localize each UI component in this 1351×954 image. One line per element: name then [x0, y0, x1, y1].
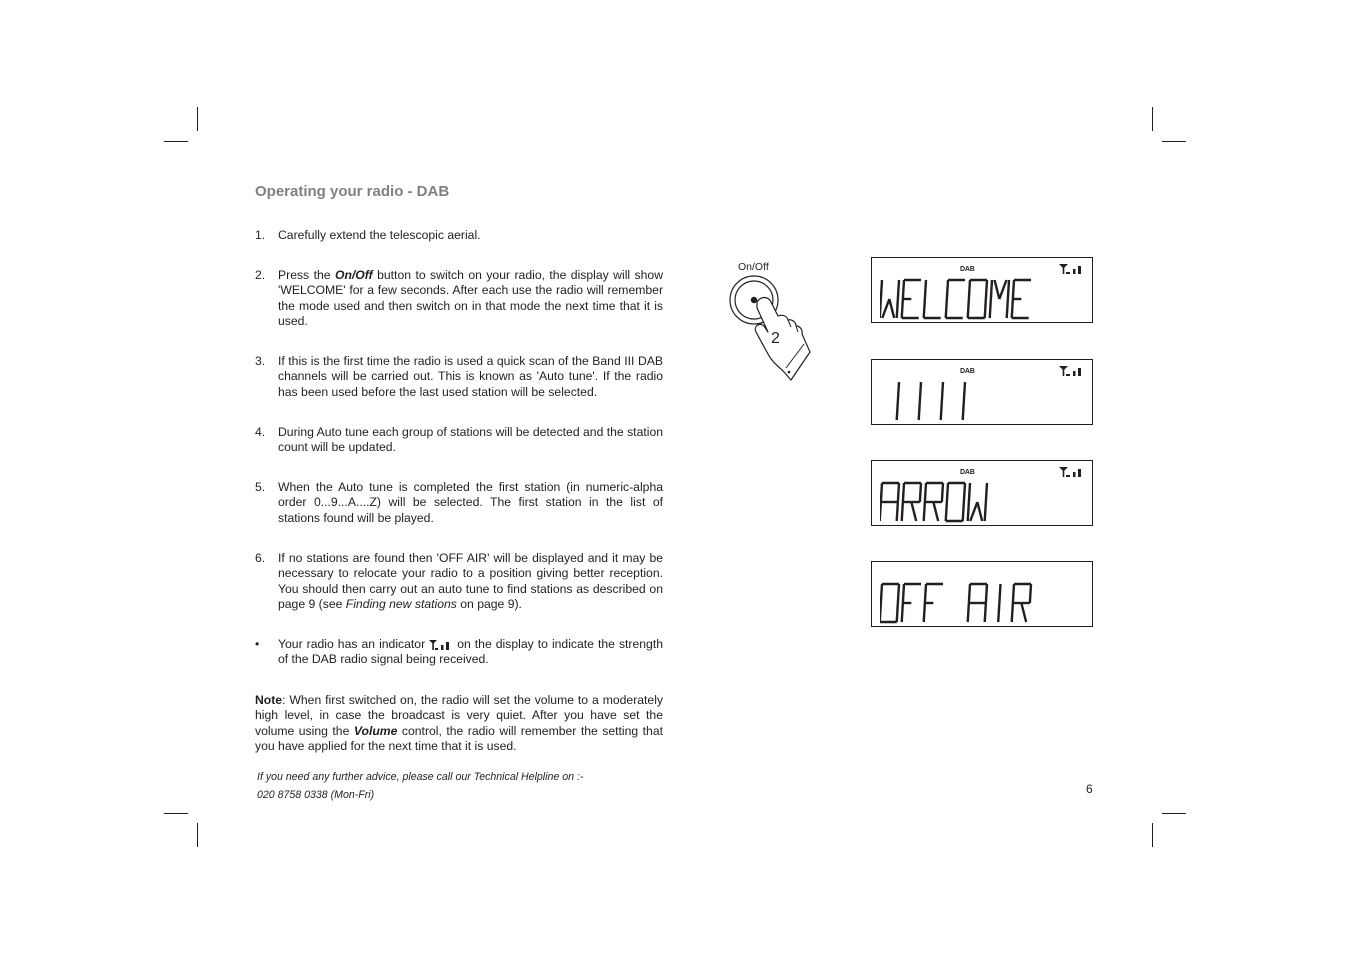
crop-mark: [1152, 107, 1153, 131]
lcd-char: [1012, 280, 1031, 318]
crop-mark: [1162, 813, 1186, 814]
crop-mark: [164, 141, 188, 142]
signal-strength-icon: [1059, 467, 1087, 477]
crop-mark: [1152, 823, 1153, 847]
button-press-dot-icon: [751, 297, 757, 303]
lcd-char: [946, 483, 965, 521]
lcd-char: [998, 584, 1000, 622]
list-item: [255, 637, 663, 668]
dab-indicator: DAB: [960, 368, 975, 375]
step-number: 1.: [255, 228, 266, 242]
lcd-char: [924, 584, 943, 622]
lcd-char: [963, 382, 965, 420]
lcd-char: [902, 483, 921, 521]
lcd-segment-text: [880, 582, 1086, 624]
lcd-char: [897, 382, 899, 420]
step-number-label: 2: [771, 330, 780, 347]
bullet: •: [255, 637, 260, 651]
lcd-char: [924, 280, 941, 318]
step-text: When the Auto tune is completed the first station (in numeric-alpha order 0...9...A....Z) will be selected. The first station in the list of stations found will be played.: [278, 480, 663, 525]
crop-mark: [164, 813, 188, 814]
step-text: Your radio has an indicator on the display to indicate the strength of the DAB radio signal being received.: [278, 637, 663, 667]
step-number: 4.: [255, 425, 266, 439]
list-item: [255, 425, 663, 456]
lcd-char: [946, 280, 965, 318]
page-title: Operating your radio - DAB: [255, 183, 450, 200]
list-item: [255, 268, 663, 330]
lcd-char: [941, 382, 943, 420]
step-text: During Auto tune each group of stations will be detected and the station count will be updated.: [278, 425, 663, 455]
helpline: [257, 768, 583, 804]
signal-strength-icon: [1059, 264, 1087, 274]
signal-strength-icon: [429, 639, 453, 650]
step-number: 6.: [255, 551, 266, 565]
lcd-char: [919, 382, 921, 420]
lcd-char: [968, 483, 987, 521]
hand-pressing-button-illustration: [724, 272, 816, 389]
lcd-char: [968, 280, 987, 318]
step-text: If no stations are found then 'OFF AIR' will be displayed and it may be necessary to relocate your radio to a position giving better reception. You should then carry out an auto tune to find stations as described on page 9 (see Finding new stations on page 9).: [278, 551, 663, 612]
pointing-hand-icon: [755, 298, 810, 381]
note-label: Note: [255, 693, 283, 707]
lcd-char: [968, 584, 987, 622]
lcd-char: [880, 584, 899, 622]
crop-mark: [197, 107, 198, 131]
dab-indicator: DAB: [960, 469, 975, 476]
cuff-button-icon: [788, 371, 791, 374]
step-number: 5.: [255, 480, 266, 494]
lcd-char: [902, 584, 921, 622]
lcd-segment-text: [880, 278, 1086, 320]
signal-strength-icon: [1059, 366, 1087, 376]
step-number: 3.: [255, 354, 266, 368]
step-number: 2.: [255, 268, 266, 282]
crop-mark: [1162, 141, 1186, 142]
lcd-segment-text: [880, 380, 1086, 422]
lcd-char: [990, 280, 1009, 318]
note-text: : When first switched on, the radio will set the volume to a moderately high level, in case the broadcast is very quiet. After you have set the volume using the Volume control, the radio will remember the setting that you have applied for the next time that it is used.: [255, 693, 663, 754]
lcd-char: [1012, 584, 1031, 622]
helpline-number: 020 8758 0338 (Mon-Fri): [257, 789, 375, 801]
lcd-char: [924, 483, 943, 521]
step-text: Press the On/Off button to switch on your radio, the display will show 'WELCOME' for a few seconds. After each use the radio will remember the mode used and then switch on in that mode the next time that it is used.: [278, 268, 663, 329]
lcd-display-welcome: [871, 257, 1093, 323]
list-item: [255, 228, 663, 243]
page-number: 6: [1086, 782, 1093, 796]
lcd-segment-text: [880, 481, 1086, 523]
list-item: [255, 480, 663, 526]
list-item: [255, 551, 663, 613]
lcd-char: [880, 483, 899, 521]
step-text: If this is the first time the radio is used a quick scan of the Band III DAB channels will be carried out. This is known as 'Auto tune'. If the radio has been used before the last used station will be selected.: [278, 354, 663, 399]
on-off-label: On/Off: [738, 261, 769, 273]
dab-indicator: DAB: [960, 266, 975, 273]
lcd-display-station: [871, 460, 1093, 526]
lcd-display-off-air: [871, 561, 1093, 627]
lcd-char: [902, 280, 921, 318]
list-item: [255, 354, 663, 400]
step-text: Carefully extend the telescopic aerial.: [278, 228, 481, 242]
crop-mark: [197, 823, 198, 847]
lcd-display-scanning: [871, 359, 1093, 425]
helpline-text: If you need any further advice, please call our Technical Helpline on :-: [257, 771, 584, 783]
lcd-char: [880, 280, 899, 318]
note-paragraph: [255, 693, 663, 755]
